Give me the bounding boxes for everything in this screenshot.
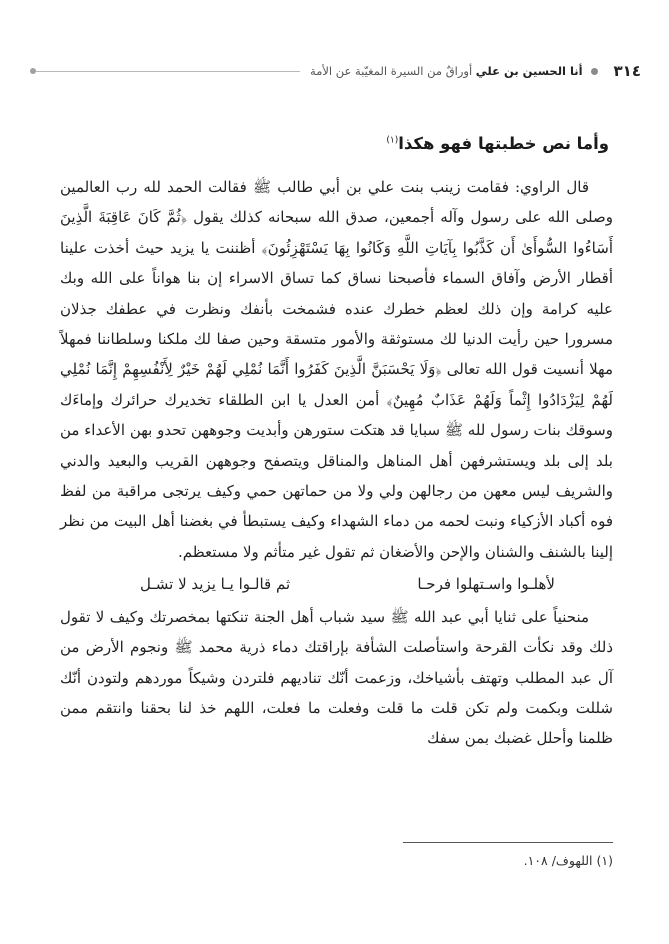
running-title [310, 64, 583, 78]
footnote: (١) اللهوف/ ١٠٨. [523, 853, 613, 868]
header-rule [36, 71, 300, 72]
page-number: ٣١٤ [613, 62, 641, 80]
header-bullet-icon [591, 68, 598, 75]
paragraph-1: قال الراوي: فقامت زينب بنت علي بن أبي طالب ﷺ فقالت الحمد لله رب العالمين وصلى الله على رسول وآله أجمعين، صدق الله سبحانه كذلك يقول ﴿ثُمَّ كَانَ عَاقِبَةَ الَّذِينَ أَسَاءُوا السُّوأَىٰ أَن كَذَّبُوا بِآيَاتِ اللَّهِ وَكَانُوا بِهَا يَسْتَهْزِئُونَ﴾ أظننت يا يزيد حيث أخذت علينا أقطار الأرض وآفاق السماء فأصبحنا نساق كما تساق الاسراء إن بنا هواناً على الله وبك عليه كرامة وإن ذلك لعظم خطرك عنده فشمخت بأنفك ونظرت في عطفك جذلان مسرورا حين رأيت الدنيا لك مستوثقة والأمور متسقة وحين صفا لك ملكنا وسلطاننا فمهلاً مهلا أنسيت قول الله تعالى ﴿وَلَا يَحْسَبَنَّ الَّذِينَ كَفَرُوا أَنَّمَا نُمْلِي لَهُمْ خَيْرٌ لِأَنْفُسِهِمْ إِنَّمَا نُمْلِي لَهُمْ لِيَزْدَادُوا إِثْماً وَلَهُمْ عَذَابٌ مُهِينٌ﴾ أمن العدل يا ابن الطلقاء تخديرك حرائرك وإماءَك وسوقك بنات رسول لله ﷺ سبايا قد هتكت ستورهن وأبديت وجوههن تحدو بهن الأعداء من بلد إلى بلد ويستشرفهن أهل المناهل والمناقل ويتصفح وجوههن القريب والبعيد والدني والشريف ليس معهن من رجالهن ولي ولا من حماتهن حمي وكيف يرتجى مراقبة من لفظ فوه أكباد الأزكياء ونبت لحمه من دماء الشهداء وكيف يستبطأ في بغضنا أهل البيت من نظر إلينا بالشنف والشنان والإحن والأضغان ثم تقول غير متأثم ولا مستعظم. [60, 178, 613, 561]
book-subtitle: أوراقٌ من السيرة المغيّبة عن الأمة [310, 64, 473, 78]
section-heading [386, 134, 609, 153]
footnote-separator [403, 842, 613, 843]
verse-hemistich-1: لأهلـوا واسـتهلوا فرحـا [417, 575, 555, 594]
main-text [60, 172, 613, 754]
poem-verse [60, 569, 613, 599]
paragraph-2: منحنياً على ثنايا أبي عبد الله ﷺ سيد شباب أهل الجنة تنكتها بمخصرتك وكيف لا تقول ذلك وقد نكأت القرحة واستأصلت الشأفة بإراقتك دماء ذرية محمد ﷺ ونجوم الأرض من آل عبد المطلب وتهتف بأشياخك، وزعمت أنّك تناديهم فلتردن وشيكاً موردهم ولتودن أنّك شللت وبكمت ولم تكن قلت ما قلت وفعلت ما فعلت، اللهم خذ لنا بحقنا وانتقم ممن ظلمنا وأحلل غضبك بمن سفك [60, 607, 613, 748]
footnote-marker: (١) [386, 135, 399, 146]
header-end-dot-icon [30, 68, 36, 74]
section-title-text: وأما نص خطبتها فهو هكذا [398, 134, 609, 153]
book-title: أنا الحسين بن علي [475, 64, 583, 78]
running-header [30, 56, 641, 86]
verse-hemistich-2: ثم قالـوا يـا يزيد لا تشـل [140, 575, 291, 594]
